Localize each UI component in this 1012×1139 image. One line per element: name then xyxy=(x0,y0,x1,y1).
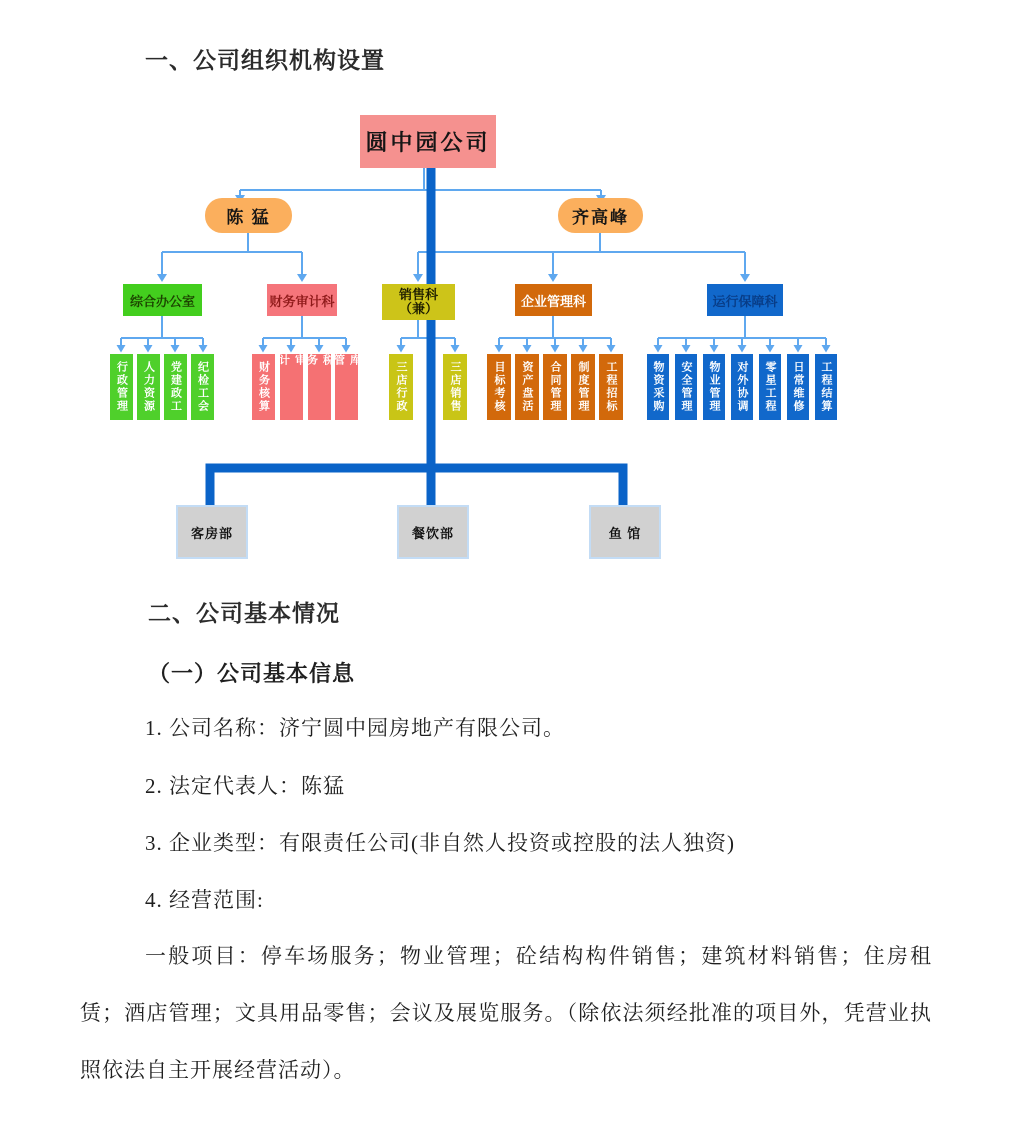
org-leader-qigaofeng xyxy=(558,198,643,233)
org-sub-daily-maintenance: 日常维修 xyxy=(787,354,809,420)
org-dept-label: 运行保障科 xyxy=(712,293,778,309)
org-sub-contract-mgmt: 合同管理 xyxy=(543,354,567,420)
company-name-line: 1. 公司名称：济宁圆中园房地产有限公司。 xyxy=(145,716,565,740)
org-sub-project-bidding: 工程招标 xyxy=(599,354,623,420)
org-dept-label: 综合办公室 xyxy=(129,293,195,309)
org-dept-label: 企业管理科 xyxy=(520,293,586,309)
org-dept-enterprise-mgmt xyxy=(515,284,592,316)
org-dept-sales xyxy=(382,284,455,320)
org-sub-store-sales: 三店销售 xyxy=(443,354,467,420)
org-dept-general-office xyxy=(123,284,202,316)
legal-representative-line: 2. 法定代表人：陈猛 xyxy=(145,774,345,798)
org-sub-warehouse: 库管 xyxy=(335,354,358,420)
org-sub-minor-projects: 零星工程 xyxy=(759,354,781,420)
org-sub-safety-mgmt: 安全管理 xyxy=(675,354,697,420)
org-root-company-box xyxy=(360,115,496,168)
section2-heading: 二、公司基本情况 xyxy=(148,600,340,626)
business-scope-paragraph: 一般项目：停车场服务；物业管理；砼结构构件销售；建筑材料销售；住房租赁；酒店管理；文具用品零售；会议及展览服务。（除依法须经批准的项目外，凭营业执照依法自主开展经营活动）。 xyxy=(80,944,932,1082)
org-sub-accounting: 财务核算 xyxy=(252,354,275,420)
org-branch-guest-rooms: 客房部 xyxy=(176,505,248,559)
org-sub-audit: 审计 xyxy=(280,354,303,420)
subsection-heading: （一）公司基本信息 xyxy=(148,661,356,686)
business-scope-label-line: 4. 经营范围: xyxy=(145,888,264,912)
org-leader-label: 陈 猛 xyxy=(226,208,271,227)
org-sub-hr: 人力资源 xyxy=(137,354,160,420)
org-dept-finance-audit xyxy=(267,284,337,316)
org-leader-label: 齐高峰 xyxy=(572,208,629,227)
org-branch-fish-restaurant: 鱼 馆 xyxy=(589,505,661,559)
org-sub-party-building: 党建政工 xyxy=(164,354,187,420)
org-sub-target-assessment: 目标考核 xyxy=(487,354,511,420)
org-leader-chenmeng xyxy=(205,198,292,233)
org-root-label: 圆中园公司 xyxy=(365,130,491,155)
enterprise-type-line: 3. 企业类型：有限责任公司(非自然人投资或控股的法人独资) xyxy=(145,831,735,855)
org-sub-project-settlement: 工程结算 xyxy=(815,354,837,420)
section1-heading: 一、公司组织机构设置 xyxy=(145,47,385,73)
org-dept-label: 销售科 xyxy=(398,287,438,302)
org-sub-external-coordination: 对外协调 xyxy=(731,354,753,420)
org-dept-operations-support xyxy=(707,284,783,316)
org-sub-admin-mgmt: 行政管理 xyxy=(110,354,133,420)
org-sub-store-admin: 三店行政 xyxy=(389,354,413,420)
org-sub-tax: 税务 xyxy=(308,354,331,420)
org-branch-catering: 餐饮部 xyxy=(397,505,469,559)
org-sub-system-mgmt: 制度管理 xyxy=(571,354,595,420)
org-dept-label-line2: （兼） xyxy=(398,301,438,316)
org-sub-asset-activation: 资产盘活 xyxy=(515,354,539,420)
org-sub-property-mgmt: 物业管理 xyxy=(703,354,725,420)
org-sub-discipline-union: 纪检工会 xyxy=(191,354,214,420)
org-dept-label: 财务审计科 xyxy=(269,293,335,309)
org-sub-material-procurement: 物资采购 xyxy=(647,354,669,420)
